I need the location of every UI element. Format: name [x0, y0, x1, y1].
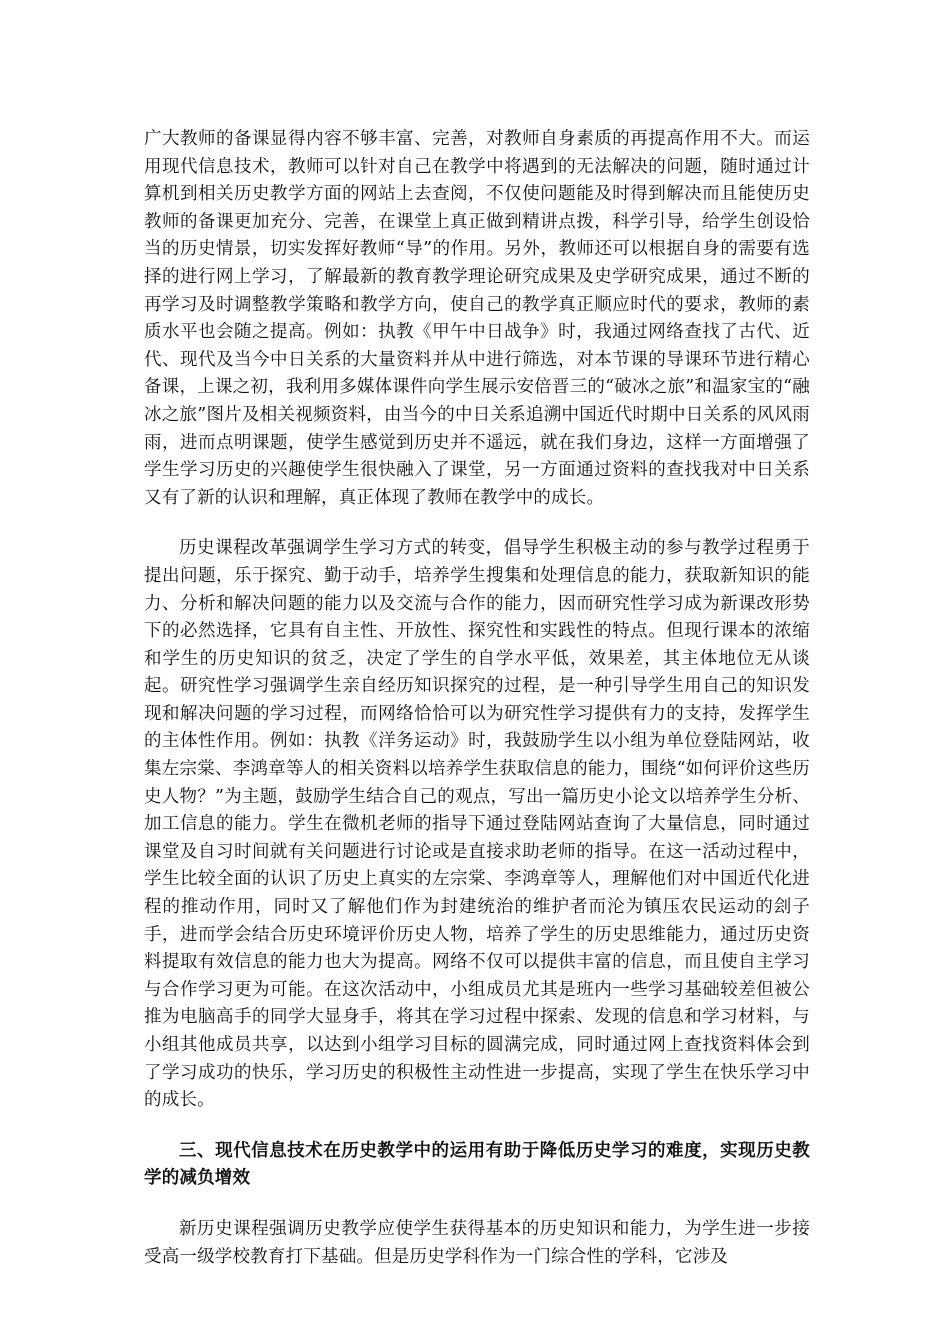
- body-paragraph: 广大教师的备课显得内容不够丰富、完善，对教师自身素质的再提高作用不大。而运用现代信息技术，教师可以针对自己在教学中将遇到的无法解决的问题，随时通过计算机到相关历史教学方面的网站上去查阅，不仅使问题能及时得到解决而且能使历史教师的备课更加充分、完善，在课堂上真正做到精讲点拨，科学引导，给学生创设恰当的历史情景，切实发挥好教师“导”的作用。另外，教师还可以根据自身的需要有选择的进行网上学习，了解最新的教育教学理论研究成果及史学研究成果，通过不断的再学习及时调整教学策略和教学方向，使自己的教学真正顺应时代的要求，教师的素质水平也会随之提高。例如：执教《甲午中日战争》时，我通过网络查找了古代、近代、现代及当今中日关系的大量资料并从中进行筛选，对本节课的导课环节进行精心备课，上课之初，我利用多媒体课件向学生展示安倍晋三的“破冰之旅”和温家宝的“融冰之旅”图片及相关视频资料，由当今的中日关系追溯中国近代时期中日关系的风风雨雨，进而点明课题，使学生感觉到历史并不遥远，就在我们身边，这样一方面增强了学生学习历史的兴趣使学生很快融入了课堂，另一方面通过资料的查找我对中日关系又有了新的认识和理解，真正体现了教师在教学中的成长。: [144, 129, 810, 508]
- body-paragraph: 新历史课程强调历史教学应使学生获得基本的历史知识和能力，为学生进一步接受高一级学校教育打下基础。但是历史学科作为一门综合性的学科，它涉及: [144, 1218, 810, 1267]
- paragraph-gap: [144, 1193, 810, 1216]
- section-heading: 三、现代信息技术在历史教学中的运用有助于降低历史学习的难度，实现历史教学的减负增效: [144, 1140, 810, 1189]
- paragraph-gap: [144, 512, 810, 535]
- paragraph-gap: [144, 1115, 810, 1138]
- document-page: [144, 126, 810, 1271]
- body-paragraph: 历史课程改革强调学生学习方式的转变，倡导学生积极主动的参与教学过程勇于提出问题，乐于探究、勤于动手，培养学生搜集和处理信息的能力，获取新知识的能力、分析和解决问题的能力以及交流与合作的能力，因而研究性学习成为新课改形势下的必然选择，它具有自主性、开放性、探究性和实践性的特点。但现行课本的浓缩和学生的历史知识的贫乏，决定了学生的自学水平低，效果差，其主体地位无从谈起。研究性学习强调学生亲自经历知识探究的过程，是一种引导学生用自己的知识发现和解决问题的学习过程，而网络恰恰可以为研究性学习提供有力的支持，发挥学生的主体性作用。例如：执教《洋务运动》时，我鼓励学生以小组为单位登陆网站，收集左宗棠、李鸿章等人的相关资料以培养学生获取信息的能力，围绕“如何评价这些历史人物？”为主题，鼓励学生结合自己的观点，写出一篇历史小论文以培养学生分析、加工信息的能力。学生在微机老师的指导下通过登陆网站查询了大量信息，同时通过课堂及自习时间就有关问题进行讨论或是直接求助老师的指导。在这一活动过程中，学生比较全面的认识了历史上真实的左宗棠、李鸿章等人，理解他们对中国近代化进程的推动作用，同时又了解他们作为封建统治的维护者而沦为镇压农民运动的刽子手，进而学会结合历史环境评价历史人物，培养了学生的历史思维能力，通过历史资料提取有效信息的能力也大为提高。网络不仅可以提供丰富的信息，而且使自主学习与合作学习更为可能。在这次活动中，小组成员尤其是班内一些学习基础较差但被公推为电脑高手的同学大显身手，将其在学习过程中探索、发现的信息和学习材料，与小组其他成员共享，以达到小组学习目标的圆满完成，同时通过网上查找资料体会到了学习成功的快乐，学习历史的积极性主动性进一步提高，实现了学生在快乐学习中的成长。: [144, 538, 810, 1111]
